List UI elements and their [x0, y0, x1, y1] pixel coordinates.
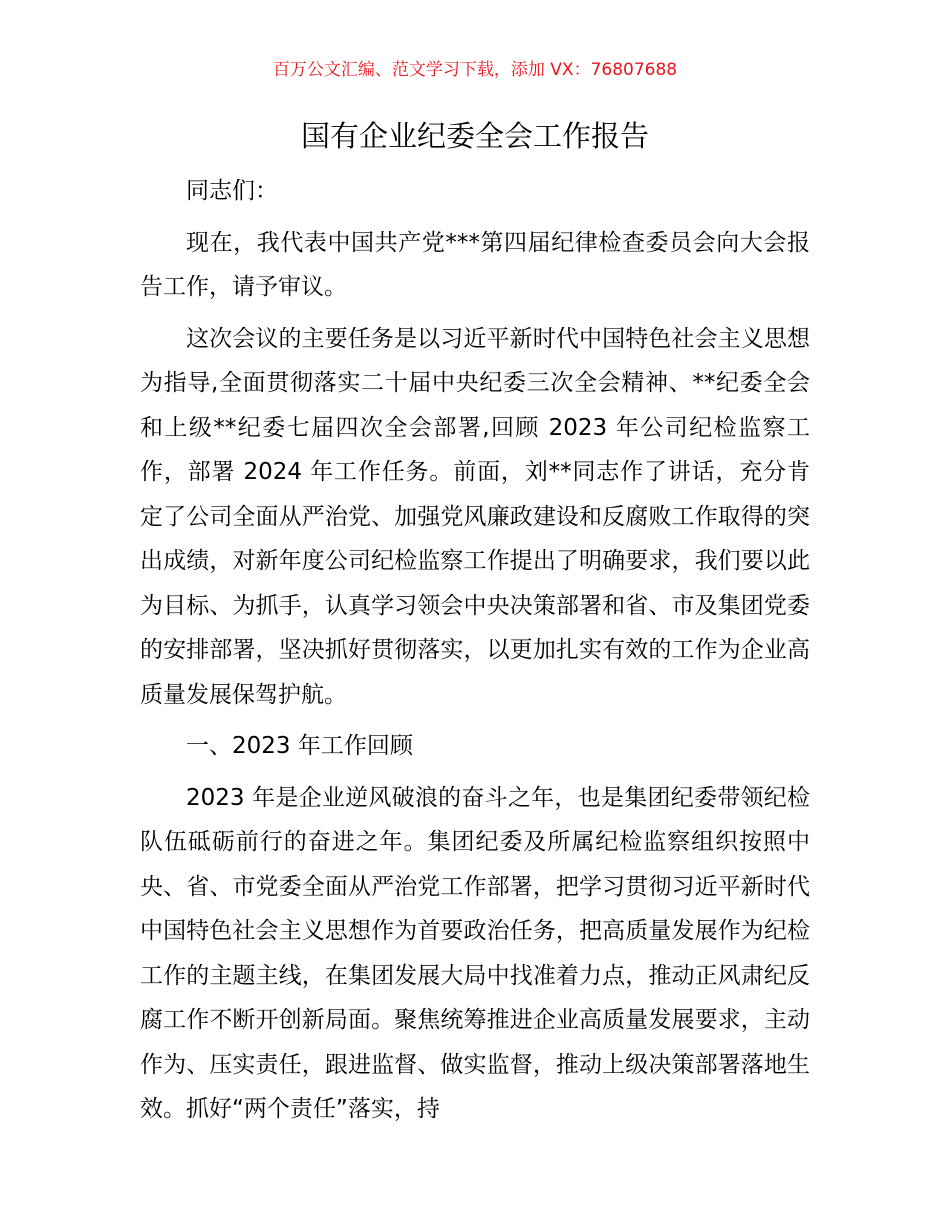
paragraph-work-review: 2023 年是企业逆风破浪的奋斗之年，也是集团纪委带领纪检队伍砥砺前行的奋进之年。集团纪委及所属纪检监察组织按照中央、省、市党委全面从严治党工作部署，把学习贯彻习近平新时代中国特色社会主义思想作为首要政治任务，把高质量发展作为纪检工作的主题主线，在集团发展大局中找准着力点，推动正风肃纪反腐工作不断开创新局面。聚焦统筹推进企业高质量发展要求，主动作为、压实责任，跟进监督、做实监督，推动上级决策部署落地生效。抓好“两个责任”落实，持	[140, 784, 810, 1122]
paragraph-opening: 现在，我代表中国共产党***第四届纪律检查委员会向大会报告工作，请予审议。	[140, 229, 810, 300]
section-heading: 一、2023 年工作回顾	[186, 733, 413, 759]
header-watermark-note: 百万公文汇编、范文学习下载，添加 VX：76807688	[272, 60, 678, 80]
paragraph-meeting-tasks: 这次会议的主要任务是以习近平新时代中国特色社会主义思想为指导,全面贯彻落实二十届中央纪委三次全会精神、**纪委全会和上级**纪委七届四次全会部署,回顾 2023 年公司纪检监察工作，部署 2024 年工作任务。前面，刘**同志作了讲话，充分肯定了公司全面从严治党、加强党风廉政建设和反腐败工作取得的突出成绩，对新年度公司纪检监察工作提出了明确要求，我们要以此为目标、为抓手，认真学习领会中央决策部署和省、市及集团党委的安排部署，坚决抓好贯彻落实，以更加扎实有效的工作为企业高质量发展保驾护航。	[140, 325, 810, 708]
document-title: 国有企业纪委全会工作报告	[300, 119, 649, 153]
document-body	[140, 169, 810, 1132]
salutation: 同志们：	[186, 178, 278, 204]
